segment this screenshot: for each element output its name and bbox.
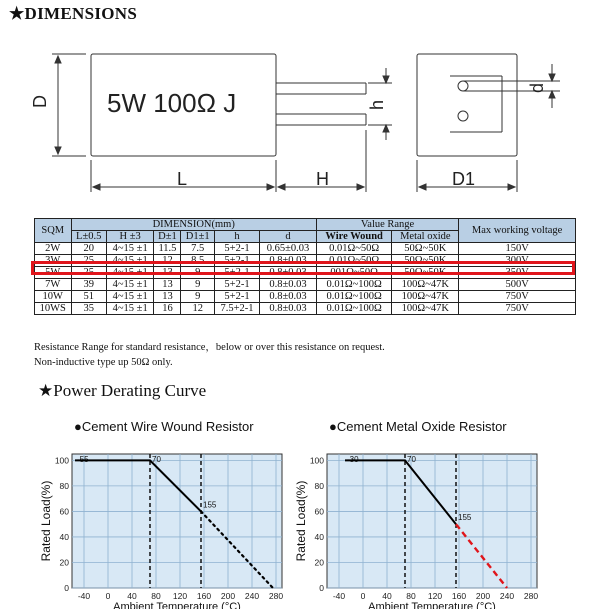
annotation-end: 155 <box>458 513 472 523</box>
table-row <box>35 291 576 303</box>
table-cell: 300V <box>459 255 576 267</box>
col-D: D±1 <box>154 231 181 243</box>
highlight-3w-row <box>31 261 575 275</box>
dimension-drawing <box>0 0 608 220</box>
table-cell: 4~15 ±1 <box>106 303 154 315</box>
x-tick-label: 0 <box>105 591 111 601</box>
col-h: h <box>214 231 259 243</box>
y-tick-label: 20 <box>314 557 324 568</box>
y-tick-label: 80 <box>314 480 324 491</box>
col-L: L±0.5 <box>71 231 106 243</box>
y-tick-label: 0 <box>319 583 324 593</box>
col-d: d <box>260 231 317 243</box>
table-cell: 4~15 ±1 <box>106 267 154 279</box>
label-H: H <box>316 169 329 189</box>
table-cell: 13 <box>154 267 181 279</box>
body-marking: 5W 100Ω J <box>107 88 237 118</box>
y-tick-label: 80 <box>59 480 69 491</box>
table-cell: 0.8±0.03 <box>260 267 317 279</box>
table-cell: 5+2-1 <box>214 279 259 291</box>
table-row <box>35 303 576 315</box>
y-axis-label: Rated Load(%) <box>294 480 308 562</box>
table-cell: 9 <box>181 291 215 303</box>
table-cell: 0.01Ω~100Ω <box>316 303 392 315</box>
y-tick-label: 60 <box>314 506 324 517</box>
table-cell: 100Ω~47K <box>392 291 459 303</box>
x-tick-label: -40 <box>77 591 91 601</box>
table-cell: 13 <box>154 291 181 303</box>
table-cell: 50Ω~50K <box>392 267 459 279</box>
x-tick-label: 240 <box>499 591 515 601</box>
label-d: d <box>527 82 547 93</box>
y-tick-label: 20 <box>59 557 69 568</box>
table-cell: 5W <box>35 267 72 279</box>
table-cell: 9 <box>181 267 215 279</box>
x-tick-label: 200 <box>475 591 491 601</box>
table-cell: 4~15 ±1 <box>106 291 154 303</box>
table-cell: 8.5 <box>181 255 215 267</box>
table-cell: 500V <box>459 279 576 291</box>
table-cell: 13 <box>154 279 181 291</box>
table-cell: 100Ω~47K <box>392 279 459 291</box>
table-cell: 12 <box>154 255 181 267</box>
col-wire-wound: Wire Wound <box>316 231 392 243</box>
table-cell: 4~15 ±1 <box>106 279 154 291</box>
col-sqm: SQM <box>35 219 72 243</box>
table-cell: 3W <box>35 255 72 267</box>
x-tick-label: 160 <box>451 591 467 601</box>
table-cell: 7W <box>35 279 72 291</box>
col-metal-oxide: Metal oxide <box>392 231 459 243</box>
plot-area <box>72 454 282 588</box>
table-cell: 10WS <box>35 303 72 315</box>
table-cell: 0.65±0.03 <box>260 243 317 255</box>
x-axis-label: Ambient Temperature (°C) <box>368 601 496 609</box>
derating-chart-0 <box>39 419 283 609</box>
table-cell: 5+2-1 <box>214 243 259 255</box>
dimensions-heading: ★DIMENSIONS <box>9 4 138 23</box>
col-D1: D1±1 <box>181 231 215 243</box>
col-dimension: DIMENSION(mm) <box>71 219 316 231</box>
y-axis-label: Rated Load(%) <box>39 480 53 562</box>
table-cell: 0.8±0.03 <box>260 303 317 315</box>
table-cell: 0.01Ω~100Ω <box>316 291 392 303</box>
derating-heading: ★Power Derating Curve <box>38 381 207 400</box>
table-row <box>35 243 576 255</box>
col-H: H ±3 <box>106 231 154 243</box>
annotation-end: 155 <box>203 500 217 510</box>
table-row <box>35 279 576 291</box>
y-tick-label: 100 <box>309 455 324 466</box>
x-tick-label: 160 <box>196 591 212 601</box>
annotation-start: -55 <box>77 455 89 464</box>
x-tick-label: 240 <box>244 591 260 601</box>
chart-title: ●Cement Wire Wound Resistor <box>74 419 254 434</box>
x-tick-label: 40 <box>127 591 137 601</box>
table-cell: 50Ω~50K <box>392 255 459 267</box>
table-cell: 0.8±0.03 <box>260 291 317 303</box>
label-L: L <box>177 169 188 189</box>
table-cell: 16 <box>154 303 181 315</box>
table-cell: 0.8±0.03 <box>260 255 317 267</box>
table-cell: 25 <box>71 267 106 279</box>
y-tick-label: 100 <box>54 455 69 466</box>
annotation-start: -30 <box>347 455 359 464</box>
y-tick-label: 40 <box>59 531 69 542</box>
table-cell: 4~15 ±1 <box>106 255 154 267</box>
table-cell: 39 <box>71 279 106 291</box>
x-axis-label: Ambient Temperature (°C) <box>113 601 241 609</box>
x-tick-label: 280 <box>268 591 284 601</box>
y-tick-label: 40 <box>314 531 324 542</box>
table-cell: 5+2-1 <box>214 255 259 267</box>
chart-title: ●Cement Metal Oxide Resistor <box>329 419 507 434</box>
table-cell: 0.8±0.03 <box>260 279 317 291</box>
table-cell: 0.01Ω~50Ω <box>316 255 392 267</box>
col-value-range: Value Range <box>316 219 458 231</box>
table-cell: 5+2-1 <box>214 267 259 279</box>
x-tick-label: 80 <box>406 591 416 601</box>
table-cell: 25 <box>71 255 106 267</box>
label-D1: D1 <box>452 169 476 189</box>
x-tick-label: 80 <box>151 591 161 601</box>
x-tick-label: 280 <box>523 591 539 601</box>
table-cell: 35 <box>71 303 106 315</box>
x-tick-label: -40 <box>332 591 346 601</box>
annotation-knee: 70 <box>407 455 416 464</box>
col-max-voltage: Max working voltage <box>459 219 576 243</box>
table-cell: 4~15 ±1 <box>106 243 154 255</box>
y-tick-label: 0 <box>64 583 69 593</box>
label-D: D <box>30 95 50 108</box>
derating-charts <box>0 410 608 614</box>
table-cell: 12 <box>181 303 215 315</box>
label-h: h <box>367 99 387 110</box>
note-non-inductive: Non-inductive type up 50Ω only. <box>34 357 173 368</box>
table-cell: 10W <box>35 291 72 303</box>
table-cell: 20 <box>71 243 106 255</box>
table-cell: 350V <box>459 267 576 279</box>
x-tick-label: 40 <box>382 591 392 601</box>
table-cell: 11.5 <box>154 243 181 255</box>
table-cell: 7.5+2-1 <box>214 303 259 315</box>
x-tick-label: 200 <box>220 591 236 601</box>
table-cell: 001Ω~50Ω <box>316 267 392 279</box>
plot-area <box>327 454 537 588</box>
table-cell: 750V <box>459 303 576 315</box>
derating-chart-1 <box>294 419 538 609</box>
table-cell: 51 <box>71 291 106 303</box>
x-tick-label: 0 <box>360 591 366 601</box>
table-cell: 7.5 <box>181 243 215 255</box>
table-cell: 2W <box>35 243 72 255</box>
table-cell: 50Ω~50K <box>392 243 459 255</box>
table-cell: 0.01Ω~50Ω <box>316 243 392 255</box>
table-cell: 750V <box>459 291 576 303</box>
table-cell: 150V <box>459 243 576 255</box>
note-resistance-range: Resistance Range for standard resistance，below or over this resistance on request. <box>34 342 385 353</box>
table-cell: 5+2-1 <box>214 291 259 303</box>
annotation-knee: 70 <box>152 455 161 464</box>
table-cell: 0.01Ω~100Ω <box>316 279 392 291</box>
table-cell: 9 <box>181 279 215 291</box>
x-tick-label: 120 <box>172 591 188 601</box>
x-tick-label: 120 <box>427 591 443 601</box>
table-cell: 100Ω~47K <box>392 303 459 315</box>
y-tick-label: 60 <box>59 506 69 517</box>
